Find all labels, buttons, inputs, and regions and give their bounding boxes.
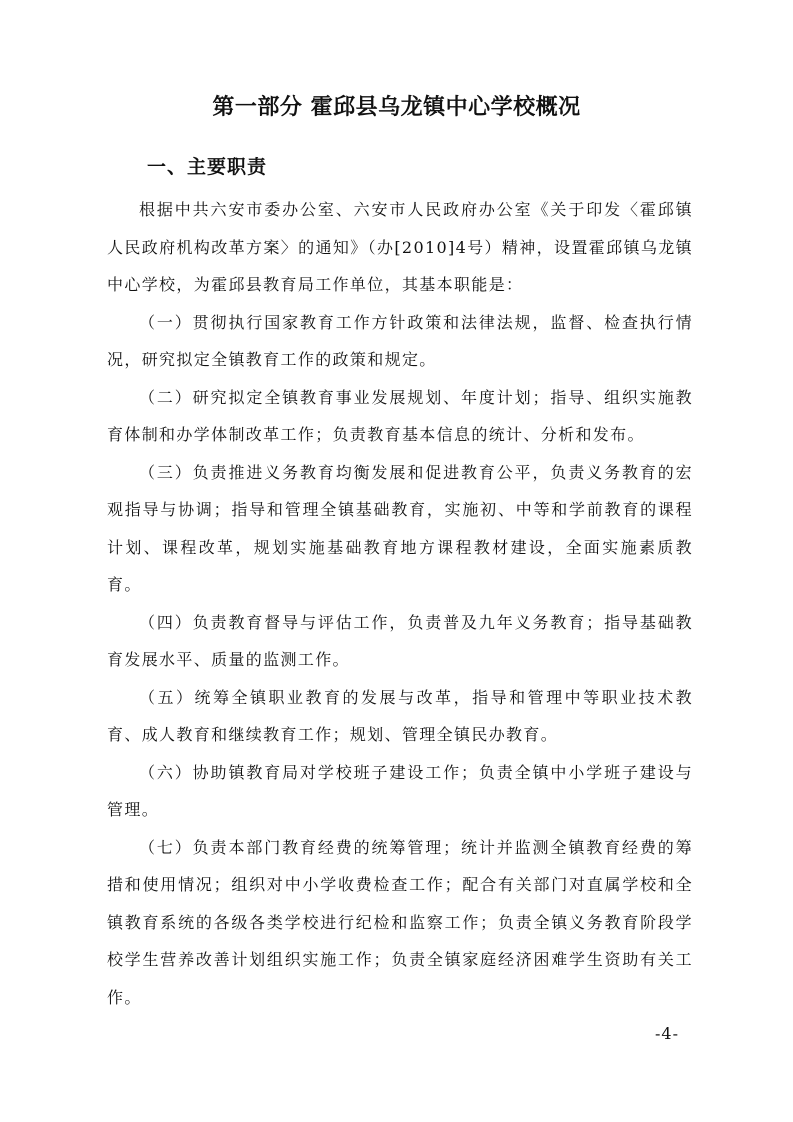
paragraph-item-5: （五）统筹全镇职业教育的发展与改革，指导和管理中等职业技术教育、成人教育和继续教育工作；规划、管理全镇民办教育。 (107, 687, 693, 744)
paragraph-item-7: （七）负责本部门教育经费的统筹管理；统计并监测全镇教育经费的筹措和使用情况；组织对中小学收费检查工作；配合有关部门对直属学校和全镇教育系统的各级各类学校进行纪检和监察工作；负责全镇义务教育阶段学校学生营养改善计划组织实施工作；负责全镇家庭经济困难学生资助有关工作。 (107, 837, 693, 1007)
body-text (107, 191, 693, 1016)
paragraph-item-2: （二）研究拟定全镇教育事业发展规划、年度计划；指导、组织实施教育体制和办学体制改革工作；负责教育基本信息的统计、分析和发布。 (107, 387, 693, 444)
page-number: -4- (655, 1024, 679, 1043)
paragraph-intro: 根据中共六安市委办公室、六安市人民政府办公室《关于印发〈霍邱镇人民政府机构改革方案〉的通知》（办[2010]4号）精神，设置霍邱镇乌龙镇中心学校，为霍邱县教育局工作单位，其基本职能是： (107, 200, 693, 294)
paragraph-item-4: （四）负责教育督导与评估工作，负责普及九年义务教育；指导基础教育发展水平、质量的监测工作。 (107, 612, 693, 669)
paragraph-item-6: （六）协助镇教育局对学校班子建设工作；负责全镇中小学班子建设与管理。 (107, 762, 693, 819)
section-heading: 一、主要职责 (147, 156, 268, 178)
page-title: 第一部分 霍邱县乌龙镇中心学校概况 (212, 95, 581, 120)
paragraph-item-1: （一）贯彻执行国家教育工作方针政策和法律法规，监督、检查执行情况，研究拟定全镇教育工作的政策和规定。 (107, 312, 693, 369)
paragraph-item-3: （三）负责推进义务教育均衡发展和促进教育公平，负责义务教育的宏观指导与协调；指导和管理全镇基础教育，实施初、中等和学前教育的课程计划、课程改革，规划实施基础教育地方课程教材建设，全面实施素质教育。 (107, 462, 693, 594)
